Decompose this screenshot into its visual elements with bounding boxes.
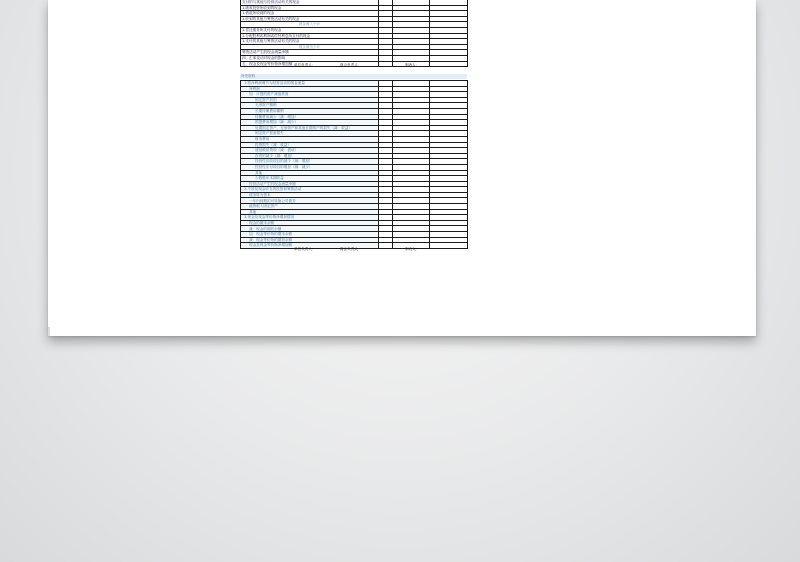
signature-line-bottom bbox=[240, 247, 467, 252]
row-label: 融资租入固定资产 bbox=[241, 204, 379, 210]
page-corner-mark bbox=[48, 327, 50, 336]
row-label: 2.不涉及现金收支的投资和筹资活动 bbox=[241, 187, 379, 193]
signature-line-top bbox=[240, 63, 467, 68]
row-label: 无形资产摊销 bbox=[241, 103, 379, 109]
row-label: 现金及现金等价物净增加额 bbox=[241, 243, 379, 249]
row-label: 存货的减少（减：增加） bbox=[241, 153, 379, 159]
row-label: 少数股东本期收益 bbox=[241, 176, 379, 182]
row-label: 筹资活动产生的现金流量净额 bbox=[241, 50, 379, 56]
row-label: 现金流入小计 bbox=[241, 22, 379, 28]
preparer-label: 制表人： bbox=[405, 247, 420, 251]
row-label: 净利润 bbox=[241, 86, 379, 92]
unit-head-label: 单位负责人： bbox=[294, 247, 316, 251]
row-label: 其他 bbox=[241, 170, 379, 176]
row-label: 1.收到的其他与筹资活动有关的现金 bbox=[241, 16, 379, 22]
row-label: 1.吸收投资所收到的现金 bbox=[241, 5, 379, 11]
row-label: 财务费用 bbox=[241, 136, 379, 142]
finance-head-label: 财会负责人： bbox=[340, 63, 362, 67]
supplement-table bbox=[240, 80, 468, 249]
supplement-title: 补充资料 bbox=[240, 74, 467, 79]
row-label: 1.支付的其他与筹资活动有关的现金 bbox=[241, 39, 379, 45]
row-label: 减：现金等价物的期初余额 bbox=[241, 237, 379, 243]
row-label: 其他 bbox=[241, 209, 379, 215]
row-label: 1.借款所收到的现金 bbox=[241, 11, 379, 17]
row-label: 1.偿还债务所支付的现金 bbox=[241, 27, 379, 33]
row-label: 长期待摊费用摊销 bbox=[241, 108, 379, 114]
row-label: 经营活动产生的现金流量净额 bbox=[241, 181, 379, 187]
unit-head-label: 单位负责人： bbox=[294, 63, 316, 67]
row-label: 处置固定资产、无形资产和其他长期资产的损失（减：收益） bbox=[241, 125, 379, 131]
finance-head-label: 财会负责人： bbox=[340, 247, 362, 251]
row-label: 待摊费用减少（减：增加） bbox=[241, 114, 379, 120]
row-label: 一年内到期的可转换公司债券 bbox=[241, 198, 379, 204]
row-label: 1.将净利润调节为经营活动的现金流量 bbox=[241, 81, 379, 87]
row-label: 五、现金及现金等价物净增加额 bbox=[241, 61, 379, 67]
row-label: 债务转为资本 bbox=[241, 192, 379, 198]
row-label: 减：现金的期初余额 bbox=[241, 226, 379, 232]
row-label: 四、汇率变动对现金的影响 bbox=[241, 55, 379, 61]
row-label: 固定资产报废损失 bbox=[241, 131, 379, 137]
row-label: 1.分配股利或利润或偿付利息所支付的现金 bbox=[241, 33, 379, 39]
cash-flow-table-top bbox=[240, 0, 468, 67]
preparer-label: 制表人： bbox=[405, 63, 420, 67]
row-label: 支付的与其他与经营活动有关的现金 bbox=[241, 0, 379, 5]
row-label: 3.现金及现金等价物净增加情况 bbox=[241, 215, 379, 221]
row-label: 加：现金等价物的期末余额 bbox=[241, 232, 379, 238]
row-label: 固定资产折旧 bbox=[241, 97, 379, 103]
row-label: 投资损失（减：收益） bbox=[241, 142, 379, 148]
row-label: 现金流出小计 bbox=[241, 44, 379, 50]
row-label: 预提费用增加（减：减少） bbox=[241, 120, 379, 126]
row-label: 经营性应收项目的减少（减：增加） bbox=[241, 159, 379, 165]
row-label: 递延税款贷项（减：借项） bbox=[241, 148, 379, 154]
row-label: 现金的期末余额 bbox=[241, 220, 379, 226]
row-label: 经营性应付项目的增加（减：减少） bbox=[241, 164, 379, 170]
row-label: 加：计提的资产减值准备 bbox=[241, 92, 379, 98]
